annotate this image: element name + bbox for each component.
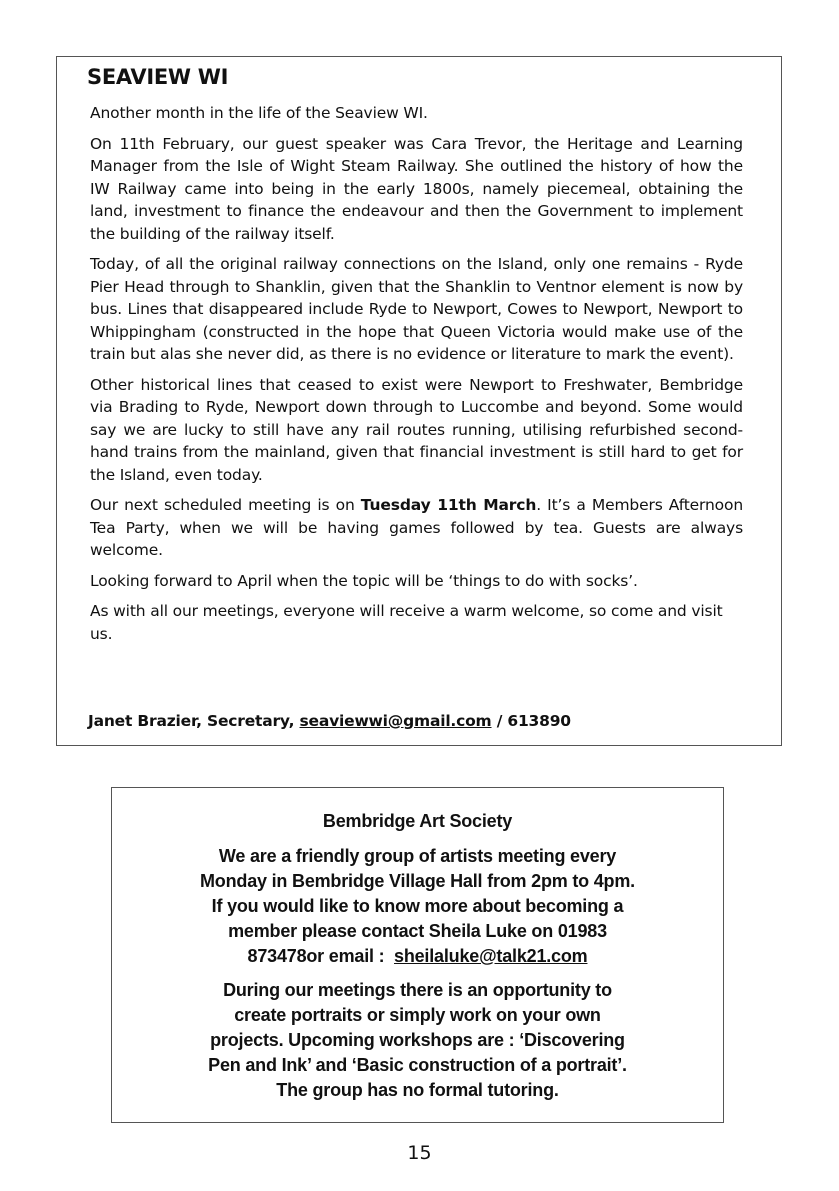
notice-line: We are a friendly group of artists meeting every	[218, 846, 617, 866]
paragraph-today: Today, of all the original railway connections on the Island, only one remains - Ryde Pier Head through to Shanklin, given that the Shanklin to Ventnor element is now by bus. Lines that disappeared include Ryde to Newport, Cowes to Newport, Newport to Whippingham (constructed in the hope that Queen Victoria would make use of the train but alas she never did, as there is no evidence or literature to mark the event).	[90, 255, 743, 363]
article-title: SEAVIEW WI	[87, 65, 229, 89]
notice-line: Monday in Bembridge Village Hall from 2pm to 4pm.	[200, 871, 635, 891]
paragraph-other-lines: Other historical lines that ceased to exist were Newport to Freshwater, Bembridge via Brading to Ryde, Newport down through to Luccombe and beyond. Some would say we are lucky to still have any rail routes running, utilising refurbished second-hand trains from the mainland, given that financial investment is still hard to get for the Island, even today.	[90, 375, 743, 484]
signature-phone: / 613890	[491, 712, 571, 730]
notice-paragraph-1	[132, 844, 703, 969]
contact-phone-text: 873478or email :	[247, 946, 395, 966]
signature-name: Janet Brazier, Secretary,	[88, 712, 300, 730]
page-number: 15	[407, 1142, 432, 1164]
notice-line: Pen and Ink’ and ‘Basic construction of a portrait’.	[208, 1055, 627, 1075]
seaview-wi-article	[56, 56, 782, 746]
next-meeting-date: Tuesday 11th March	[360, 496, 537, 514]
next-meeting-details: . It’s a Members Afternoon Tea Party, when we will be having games followed by tea. Guests are always welcome.	[90, 496, 744, 559]
notice-line: member please contact Sheila Luke on 01983	[228, 921, 607, 941]
notice-paragraph-2	[132, 978, 703, 1103]
notice-line	[132, 944, 703, 969]
article-body	[90, 102, 743, 653]
bembridge-art-society-notice	[111, 787, 724, 1123]
sheila-email-link[interactable]: sheilaluke@talk21.com	[394, 946, 588, 966]
paragraph-april: Looking forward to April when the topic will be ‘things to do with socks’.	[90, 571, 638, 590]
notice-line: create portraits or simply work on your own	[234, 1005, 601, 1025]
paragraph-intro: Another month in the life of the Seaview WI.	[90, 104, 428, 122]
signature	[88, 712, 571, 730]
notice-line: The group has no formal tutoring.	[276, 1080, 559, 1100]
paragraph-welcome: As with all our meetings, everyone will receive a warm welcome, so come and visit us.	[90, 602, 723, 643]
seaview-email-link[interactable]: seaviewwi@gmail.com	[299, 712, 492, 730]
paragraph-next-meeting	[90, 494, 743, 562]
notice-line: projects. Upcoming workshops are : ‘Discovering	[210, 1030, 625, 1050]
notice-line: If you would like to know more about becoming a	[211, 896, 624, 916]
notice-line: During our meetings there is an opportunity to	[223, 980, 612, 1000]
next-meeting-text: Our next scheduled meeting is on	[90, 496, 361, 514]
paragraph-speaker: On 11th February, our guest speaker was Cara Trevor, the Heritage and Learning Manager from the Isle of Wight Steam Railway. She outlined the history of how the IW Railway came into being in the early 1800s, namely piecemeal, obtaining the land, investment to finance the endeavour and then the Government to implement the building of the railway itself.	[90, 134, 743, 243]
notice-title: Bembridge Art Society	[322, 811, 513, 831]
